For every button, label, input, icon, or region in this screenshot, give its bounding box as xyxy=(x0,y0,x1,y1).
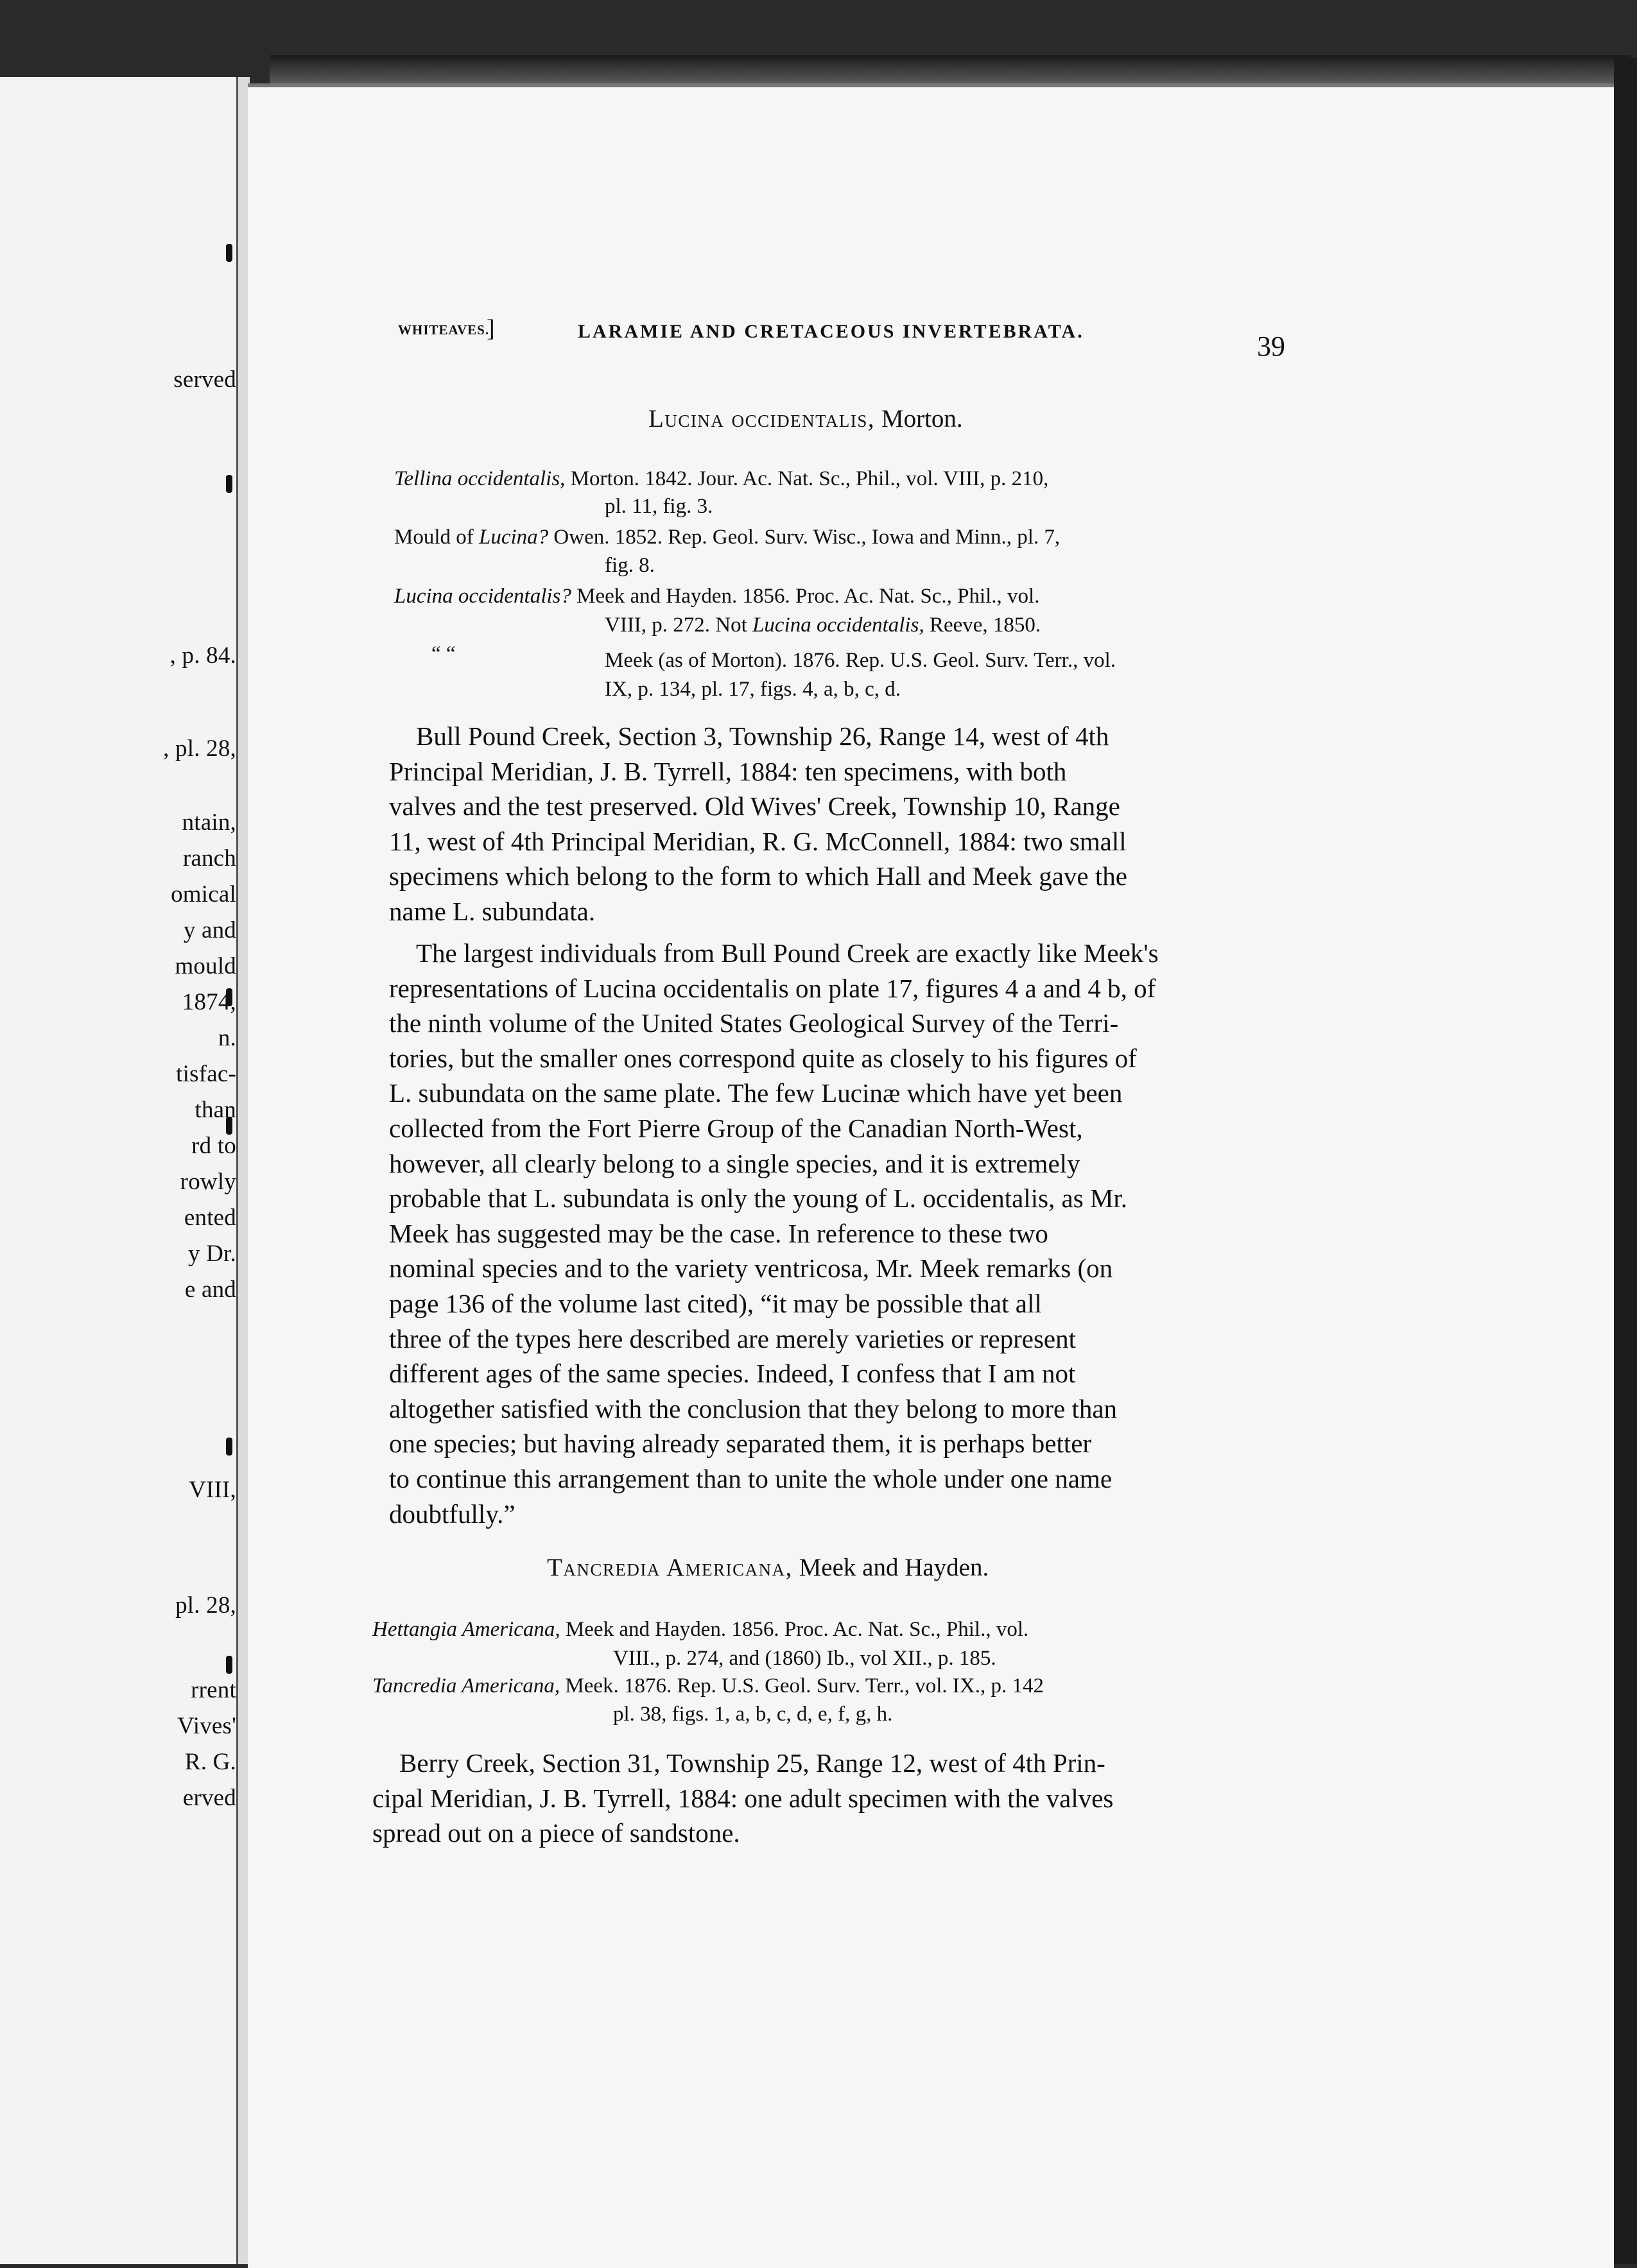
text-line: probable that L. subundata is only the young of L. occidentalis, as Mr. xyxy=(389,1183,1128,1214)
fragment-line: y Dr. xyxy=(188,1241,236,1267)
ditto-marks: “ “ xyxy=(431,642,456,666)
species-author: Meek and Hayden. xyxy=(799,1554,989,1581)
fragment-line: , p. 84. xyxy=(169,642,236,669)
text-line: to continue this arrangement than to unite the whole under one name xyxy=(389,1463,1113,1493)
species-name: Lucina occidentalis, xyxy=(648,405,876,433)
binding-mark xyxy=(226,244,232,262)
text-line: Berry Creek, Section 31, Township 25, Range 12, west of 4th Prin- xyxy=(399,1748,1105,1778)
locality-paragraph xyxy=(372,1746,1265,1851)
synonym-name: Lucina? xyxy=(479,526,549,549)
fragment-line: n. xyxy=(218,1025,236,1051)
text-line: spread out on a piece of sandstone. xyxy=(372,1818,740,1848)
synonym-name: Tancredia Americana, xyxy=(372,1674,560,1697)
fragment-line: ntain, xyxy=(182,809,236,836)
species-heading xyxy=(547,1553,989,1582)
fragment-line: rowly xyxy=(180,1169,236,1195)
text-line: three of the types here described are merely varieties or represent xyxy=(389,1323,1077,1353)
text-line: collected from the Fort Pierre Group of the Canadian North-West, xyxy=(389,1113,1083,1143)
fragment-line: rd to xyxy=(191,1133,236,1159)
text-line: 11, west of 4th Principal Meridian, R. G. McConnell, 1884: two small xyxy=(389,826,1127,856)
text-line: however, all clearly belong to a single species, and it is extremely xyxy=(389,1148,1080,1178)
discussion-paragraph xyxy=(389,936,1281,1531)
fragment-line: omical xyxy=(171,881,236,907)
synonymy-entry xyxy=(394,584,1039,608)
binding-mark xyxy=(226,475,232,493)
fragment-line: VIII, xyxy=(189,1477,236,1503)
text-line: L. subundata on the same plate. The few Lucinæ which have yet been xyxy=(389,1078,1123,1108)
text-line: representations of Lucina occidentalis on plate 17, figures 4 a and 4 b, of xyxy=(389,973,1156,1003)
page-number: 39 xyxy=(1257,331,1285,362)
synonym-citation: Owen. 1852. Rep. Geol. Surv. Wisc., Iowa and Minn., pl. 7, xyxy=(548,526,1061,549)
fragment-line: 1874, xyxy=(182,989,236,1015)
synonymy-entry xyxy=(394,467,1048,491)
synonymy-continuation xyxy=(605,613,1041,637)
synonym-name: Tellina occidentalis, xyxy=(394,467,566,490)
species-name: Tancredia Americana, xyxy=(547,1554,793,1581)
synonym-citation: Meek and Hayden. 1856. Proc. Ac. Nat. Sc., Phil., vol. xyxy=(571,585,1040,608)
text-line: the ninth volume of the United States Geological Survey of the Terri- xyxy=(389,1008,1119,1038)
text-line: Principal Meridian, J. B. Tyrrell, 1884: ten specimens, with both xyxy=(389,756,1067,786)
fragment-line: mould xyxy=(175,953,236,979)
synonym-citation: Meek and Hayden. 1856. Proc. Ac. Nat. Sc., Phil., vol. xyxy=(560,1618,1029,1641)
text-line: different ages of the same species. Indeed, I confess that I am not xyxy=(389,1359,1076,1389)
binding-mark xyxy=(226,1656,232,1674)
fragment-line: ranch xyxy=(182,845,236,872)
fragment-line: y and xyxy=(183,917,236,943)
text-line: specimens which belong to the form to which Hall and Meek gave the xyxy=(389,861,1127,891)
page-edge-shadow xyxy=(1614,58,1637,2264)
fragment-line: than xyxy=(195,1097,236,1123)
synonymy-continuation: IX, p. 134, pl. 17, figs. 4, a, b, c, d. xyxy=(605,678,901,701)
synonym-citation: Morton. 1842. Jour. Ac. Nat. Sc., Phil., vol. VIII, p. 210, xyxy=(570,467,1049,490)
synonymy-continuation: pl. 38, figs. 1, a, b, c, d, e, f, g, h. xyxy=(613,1703,893,1726)
fragment-line: R. G. xyxy=(184,1749,236,1775)
text-line: page 136 of the volume last cited), “it may be possible that all xyxy=(389,1288,1042,1318)
text-line: valves and the test preserved. Old Wives' Creek, Township 10, Range xyxy=(389,791,1120,821)
text-line: The largest individuals from Bull Pound Creek are exactly like Meek's xyxy=(416,938,1159,968)
synonym-name: Lucina occidentalis? xyxy=(394,585,571,608)
fragment-line: served xyxy=(173,366,236,393)
synonymy-continuation: fig. 8. xyxy=(605,554,655,577)
text-line: Bull Pound Creek, Section 3, Township 26, Range 14, west of 4th xyxy=(416,721,1109,751)
text-line: doubtfully.” xyxy=(389,1499,515,1529)
fragment-line: pl. 28, xyxy=(175,1592,236,1619)
synonymy-entry xyxy=(394,525,1060,549)
running-head-bracket: ] xyxy=(487,315,495,342)
locality-paragraph xyxy=(389,719,1281,929)
text-line: name L. subundata. xyxy=(389,896,596,926)
fragment-line: Vives' xyxy=(177,1713,236,1739)
binding-mark xyxy=(226,1438,232,1456)
synonym-name: Lucina occidentalis, xyxy=(752,614,924,637)
fragment-line: ented xyxy=(184,1205,236,1231)
text-line: Meek has suggested may be the case. In reference to these two xyxy=(389,1218,1048,1248)
fragment-line: e and xyxy=(184,1276,236,1303)
species-author: Morton. xyxy=(881,405,963,433)
synonym-citation: Reeve, 1850. xyxy=(924,614,1041,637)
fragment-line: rrent xyxy=(191,1677,236,1703)
fragment-line: erved xyxy=(182,1785,236,1811)
text-line: nominal species and to the variety ventricosa, Mr. Meek remarks (on xyxy=(389,1253,1113,1284)
synonym-prefix: Mould of xyxy=(394,526,479,549)
text-line: altogether satisfied with the conclusion that they belong to more than xyxy=(389,1393,1118,1423)
synonym-citation: VIII, p. 272. Not xyxy=(605,614,753,637)
text-line: tories, but the smaller ones correspond quite as closely to his figures of xyxy=(389,1043,1137,1073)
text-line: cipal Meridian, J. B. Tyrrell, 1884: one adult specimen with the valves xyxy=(372,1783,1114,1813)
species-heading xyxy=(648,404,963,433)
fragment-line: , pl. 28, xyxy=(163,735,236,762)
running-head-author: WHITEAVES. xyxy=(398,322,490,338)
fragment-line: tisfac- xyxy=(176,1061,236,1087)
synonymy-continuation: VIII., p. 274, and (1860) Ib., vol XII., p. 185. xyxy=(613,1647,996,1670)
synonym-citation: Meek. 1876. Rep. U.S. Geol. Surv. Terr., vol. IX., p. 142 xyxy=(560,1674,1044,1697)
text-line: one species; but having already separated them, it is perhaps better xyxy=(389,1429,1092,1459)
synonymy-continuation: pl. 11, fig. 3. xyxy=(605,495,713,518)
synonymy-entry xyxy=(372,1674,1044,1698)
synonym-name: Hettangia Americana, xyxy=(372,1618,560,1641)
synonymy-continuation: Meek (as of Morton). 1876. Rep. U.S. Geol. Surv. Terr., vol. xyxy=(605,649,1116,672)
synonymy-entry xyxy=(372,1617,1028,1642)
running-head-title: LARAMIE AND CRETACEOUS INVERTEBRATA. xyxy=(578,321,1084,342)
